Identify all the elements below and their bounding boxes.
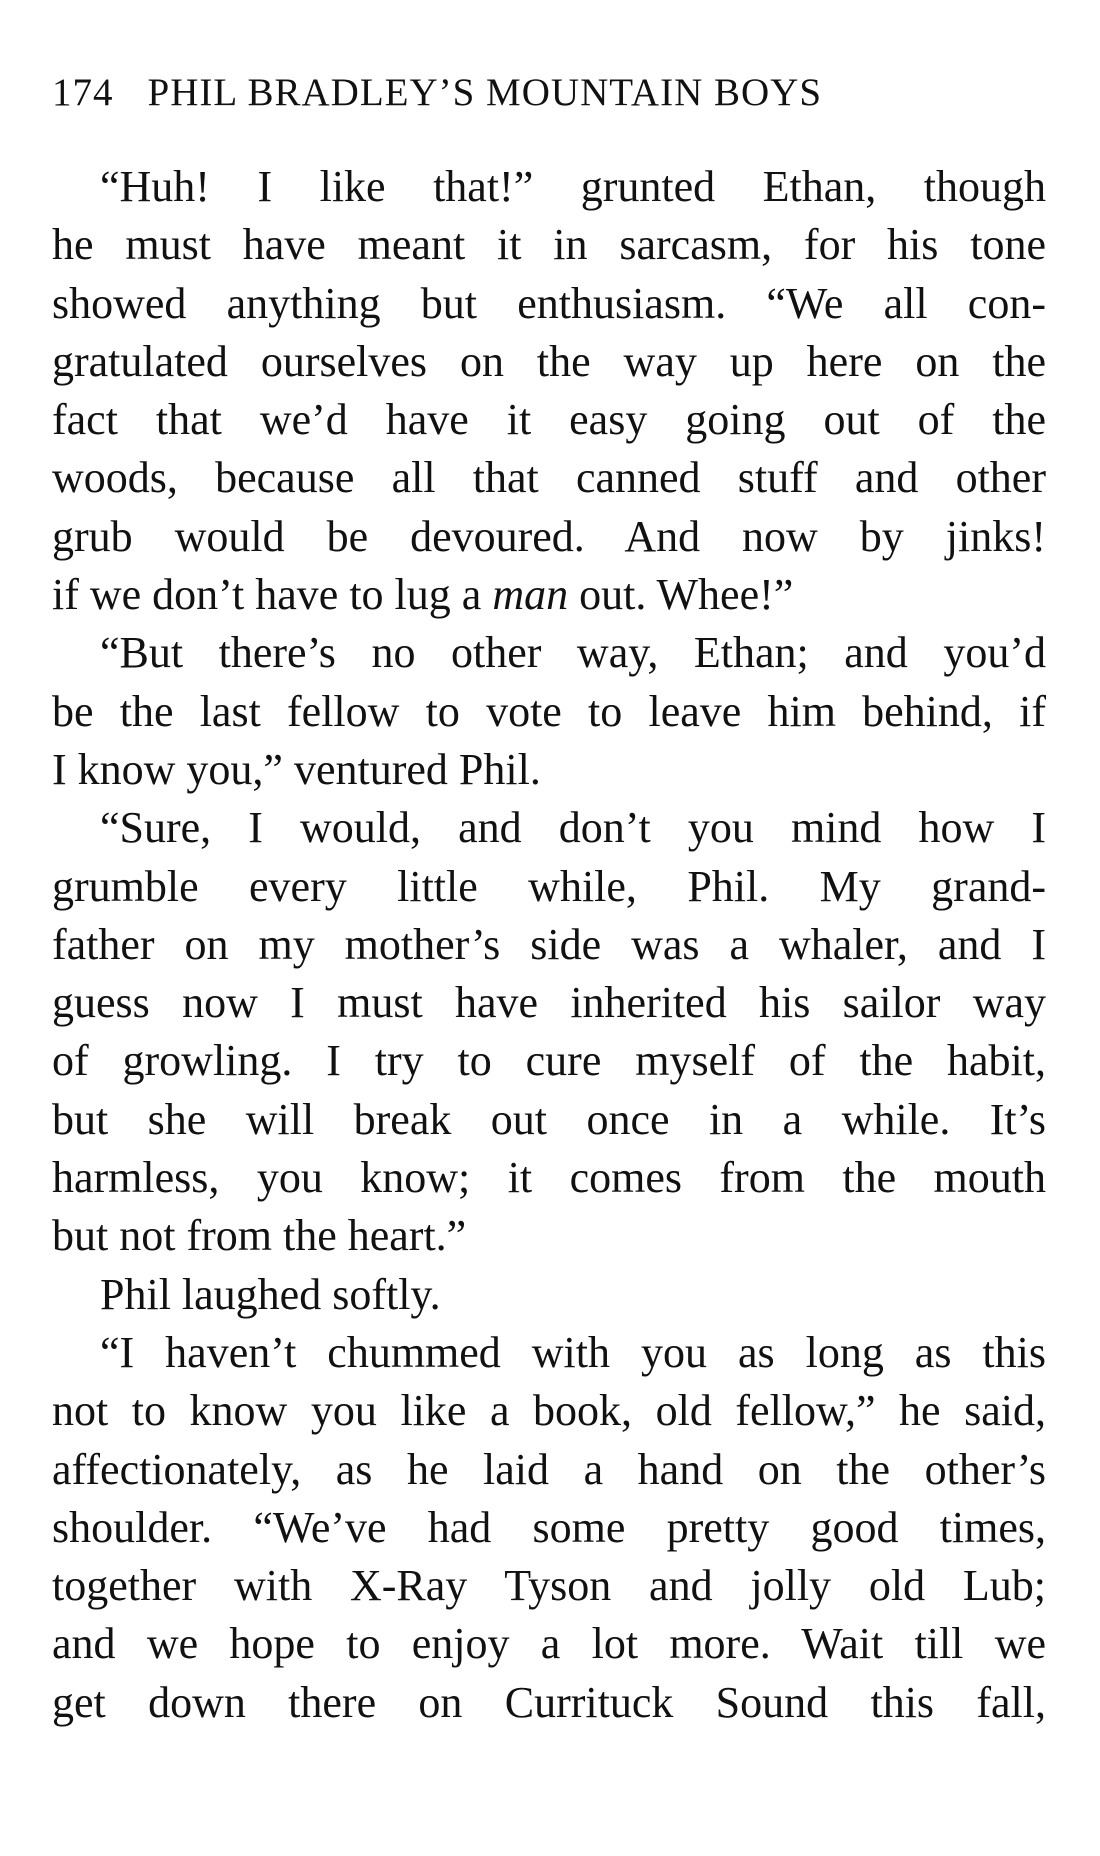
text-line: Phil laughed softly. [100, 1269, 441, 1319]
text-line [52, 566, 1046, 624]
text-line: grub would be devoured. And now by jinks! [52, 511, 1046, 561]
text-line: fact that we’d have it easy going out of the [52, 395, 1046, 445]
text-line: harmless, you know; it comes from the mouth [52, 1153, 1046, 1203]
text-segment: out. Whee!” [568, 570, 794, 620]
text-line: showed anything but enthusiasm. “We all con- [52, 278, 1046, 328]
text-line: grumble every little while, Phil. My grand- [52, 861, 1046, 911]
running-head [52, 70, 1052, 130]
text-line: of growling. I try to cure myself of the habit, [52, 1036, 1046, 1086]
text-segment: if we don’t have to lug a [52, 570, 493, 620]
text-line: he must have meant it in sarcasm, for his tone [52, 220, 1046, 270]
body-text [52, 158, 1046, 1732]
text-line: gratulated ourselves on the way up here on the [52, 336, 1046, 386]
text-line: “Huh! I like that!” grunted Ethan, though [100, 162, 1046, 211]
text-line: woods, because all that canned stuff and other [52, 453, 1046, 503]
text-line: I know you,” ventured Phil. [52, 744, 541, 794]
text-line: together with X-Ray Tyson and jolly old Lub; [52, 1561, 1046, 1611]
page-number: 174 [52, 71, 114, 114]
text-line: father on my mother’s side was a whaler, and I [52, 919, 1046, 969]
text-line: not to know you like a book, old fellow,” he said, [52, 1386, 1046, 1436]
text-line: shoulder. “We’ve had some pretty good times, [52, 1502, 1046, 1552]
text-line: guess now I must have inherited his sailor way [52, 978, 1046, 1028]
text-line: be the last fellow to vote to leave him behind, if [52, 686, 1046, 736]
emphasized-word: man [492, 570, 569, 620]
text-line: and we hope to enjoy a lot more. Wait till we [52, 1619, 1046, 1669]
text-line: “I haven’t chummed with you as long as this [100, 1327, 1046, 1377]
text-line: affectionately, as he laid a hand on the other’s [52, 1444, 1046, 1494]
text-line: but she will break out once in a while. It’s [52, 1094, 1046, 1144]
text-line: but not from the heart.” [52, 1211, 467, 1261]
text-line: get down there on Currituck Sound this fall, [52, 1677, 1046, 1727]
text-line: “Sure, I would, and don’t you mind how I [100, 803, 1046, 853]
running-title: PHIL BRADLEY’S MOUNTAIN BOYS [147, 71, 823, 114]
text-line: “But there’s no other way, Ethan; and you’d [100, 628, 1046, 678]
